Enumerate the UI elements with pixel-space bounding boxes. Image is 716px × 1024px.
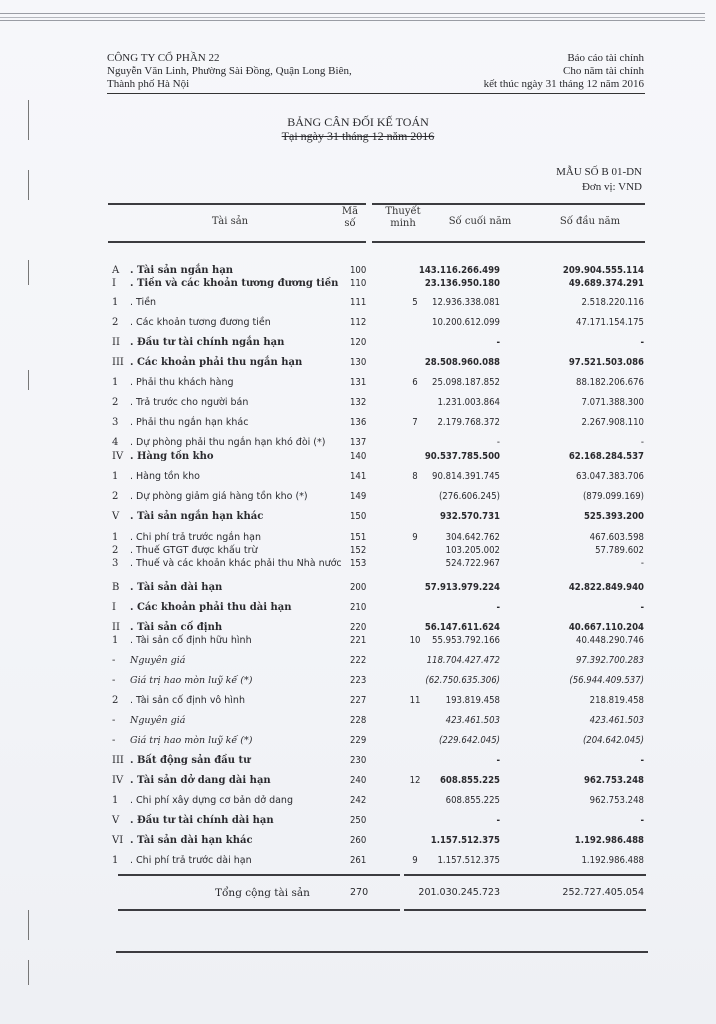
row-beginning-of-year: 47.171.154.175 <box>576 317 644 328</box>
table-row <box>0 654 716 668</box>
row-label: . Chi phí trả trước ngắn hạn <box>130 532 262 543</box>
row-beginning-of-year: 62.168.284.537 <box>568 451 644 462</box>
row-label: . Tài sản dài hạn khác <box>130 835 253 846</box>
row-code: 240 <box>350 775 367 786</box>
row-beginning-of-year: 49.689.374.291 <box>568 278 644 289</box>
row-end-of-year: 57.913.979.224 <box>424 582 500 593</box>
row-beginning-of-year: 97.392.700.283 <box>576 655 644 666</box>
row-end-of-year: 90.537.785.500 <box>424 451 500 462</box>
row-label: . Tài sản ngắn hạn khác <box>130 511 264 522</box>
row-index: I <box>112 278 116 289</box>
header-divider <box>107 93 645 94</box>
row-note: 11 <box>409 695 421 706</box>
row-index: 4 <box>112 437 119 448</box>
form-code-block <box>556 165 642 195</box>
row-index: IV <box>112 451 124 462</box>
company-address-line2: Thành phố Hà Nội <box>107 78 190 90</box>
table-row <box>0 264 716 278</box>
row-index: 2 <box>112 695 119 706</box>
table-row <box>0 490 716 504</box>
row-end-of-year: - <box>496 337 500 348</box>
column-header-end-of-year: Số cuối năm <box>448 216 512 227</box>
row-label: . Phải thu ngắn hạn khác <box>130 417 249 428</box>
table-row <box>0 674 716 688</box>
row-index: 1 <box>112 635 119 646</box>
row-note: 7 <box>412 417 418 428</box>
row-beginning-of-year: 57.789.602 <box>595 545 644 556</box>
row-end-of-year: 1.157.512.375 <box>430 835 500 846</box>
scan-artifact-lines <box>0 10 705 22</box>
document-title <box>0 115 716 143</box>
row-beginning-of-year: 423.461.503 <box>589 715 644 726</box>
row-index: I <box>112 602 116 613</box>
row-beginning-of-year: (56.944.409.537) <box>569 675 644 686</box>
table-row <box>0 277 716 291</box>
row-note: 9 <box>412 855 418 866</box>
row-label: . Thuế và các khoản khác phải thu Nhà nước <box>130 558 342 569</box>
row-index: 1 <box>112 471 119 482</box>
total-bottom-rule <box>404 909 646 911</box>
row-label: . Đầu tư tài chính dài hạn <box>130 815 274 826</box>
row-index: 2 <box>112 317 119 328</box>
row-beginning-of-year: 63.047.383.706 <box>576 471 644 482</box>
row-code: 150 <box>350 511 367 522</box>
row-label: . Tài sản dài hạn <box>130 582 223 593</box>
total-beginning-of-year: 252.727.405.054 <box>562 887 644 898</box>
row-end-of-year: 56.147.611.624 <box>424 622 500 633</box>
row-code: 112 <box>350 317 367 328</box>
row-beginning-of-year: 40.667.110.204 <box>568 622 644 633</box>
table-row <box>0 356 716 370</box>
row-beginning-of-year: 209.904.555.114 <box>562 265 644 276</box>
row-label: . Tài sản cố định hữu hình <box>130 635 252 646</box>
currency-unit: Đơn vị: VND <box>581 181 642 193</box>
table-header-bottom-rule <box>108 241 366 243</box>
row-index: A <box>112 265 120 276</box>
row-label: . Các khoản tương đương tiền <box>130 317 271 328</box>
row-beginning-of-year: 525.393.200 <box>583 511 644 522</box>
row-end-of-year: 28.508.960.088 <box>424 357 500 368</box>
row-end-of-year: 193.819.458 <box>445 695 500 706</box>
row-index: 1 <box>112 532 119 543</box>
column-header-assets: Tài sản <box>211 216 249 227</box>
row-code: 210 <box>350 602 367 613</box>
row-index: 1 <box>112 377 119 388</box>
row-end-of-year: 103.205.002 <box>445 545 500 556</box>
row-label: . Chi phí xây dựng cơ bản dở dang <box>130 795 293 806</box>
row-index: 1 <box>112 297 119 308</box>
table-row <box>0 601 716 615</box>
table-row <box>0 814 716 828</box>
row-beginning-of-year: - <box>640 815 644 826</box>
row-beginning-of-year: (204.642.045) <box>582 735 644 746</box>
row-index: - <box>112 735 116 746</box>
row-index: III <box>112 357 124 368</box>
row-label: Nguyên giá <box>130 655 186 666</box>
row-end-of-year: 608.855.225 <box>439 775 500 786</box>
row-beginning-of-year: 962.753.248 <box>589 795 644 806</box>
row-beginning-of-year: - <box>640 558 644 569</box>
period-line2: kết thúc ngày 31 tháng 12 năm 2016 <box>483 78 644 90</box>
row-beginning-of-year: - <box>640 437 644 448</box>
table-header-top-rule <box>108 203 366 205</box>
row-index: 3 <box>112 558 119 569</box>
row-code: 141 <box>350 471 367 482</box>
row-code: 149 <box>350 491 367 502</box>
row-code: 120 <box>350 337 367 348</box>
table-row <box>0 436 716 450</box>
row-code: 260 <box>350 835 367 846</box>
row-beginning-of-year: 467.603.598 <box>589 532 644 543</box>
row-label: . Hàng tồn kho <box>130 451 214 462</box>
row-note: 8 <box>412 471 418 482</box>
row-code: 261 <box>350 855 367 866</box>
row-beginning-of-year: 1.192.986.488 <box>581 855 644 866</box>
row-note: 5 <box>412 297 418 308</box>
table-row <box>0 336 716 350</box>
column-header-code: Mã số <box>341 206 359 229</box>
row-end-of-year: 25.098.187.852 <box>432 377 500 388</box>
row-index: - <box>112 715 116 726</box>
row-index: 2 <box>112 397 119 408</box>
row-label: . Tiền <box>130 297 157 308</box>
row-end-of-year: 304.642.762 <box>445 532 500 543</box>
row-code: 137 <box>350 437 367 448</box>
row-end-of-year: 23.136.950.180 <box>424 278 500 289</box>
row-end-of-year: 143.116.266.499 <box>418 265 500 276</box>
total-label: Tổng cộng tài sản <box>215 887 310 899</box>
row-label: Nguyên giá <box>130 715 186 726</box>
row-note: 9 <box>412 532 418 543</box>
row-beginning-of-year: 2.518.220.116 <box>581 297 644 308</box>
row-index: 2 <box>112 545 119 556</box>
row-code: 229 <box>350 735 367 746</box>
row-index: 2 <box>112 491 119 502</box>
table-row <box>0 470 716 484</box>
table-row <box>0 376 716 390</box>
total-end-of-year: 201.030.245.723 <box>418 887 500 898</box>
table-row <box>0 396 716 410</box>
row-index: V <box>112 511 120 522</box>
company-address-line1: Nguyễn Văn Linh, Phường Sài Đồng, Quận Long Biên, <box>107 65 352 77</box>
row-label: . Tài sản ngắn hạn <box>130 265 234 276</box>
footer-rule <box>116 951 648 953</box>
row-index: IV <box>112 775 124 786</box>
row-end-of-year: - <box>496 815 500 826</box>
total-top-rule <box>404 874 646 876</box>
row-index: V <box>112 815 120 826</box>
row-code: 132 <box>350 397 367 408</box>
row-code: 136 <box>350 417 367 428</box>
row-code: 230 <box>350 755 367 766</box>
row-code: 130 <box>350 357 367 368</box>
form-code: MẪU SỐ B 01-DN <box>556 166 642 178</box>
row-end-of-year: (276.606.245) <box>438 491 500 502</box>
table-row <box>0 694 716 708</box>
table-row <box>0 581 716 595</box>
row-end-of-year: (229.642.045) <box>438 735 500 746</box>
table-row <box>0 416 716 430</box>
row-label: Giá trị hao mòn luỹ kế (*) <box>130 675 253 686</box>
table-row <box>0 714 716 728</box>
row-note: 6 <box>412 377 418 388</box>
row-end-of-year: 118.704.427.472 <box>426 655 500 666</box>
margin-mark <box>28 910 29 940</box>
row-label: . Chi phí trả trước dài hạn <box>130 855 252 866</box>
row-code: 110 <box>350 278 367 289</box>
row-beginning-of-year: 7.071.388.300 <box>581 397 644 408</box>
row-code: 153 <box>350 558 367 569</box>
table-row <box>0 531 716 545</box>
table-row <box>0 510 716 524</box>
row-code: 152 <box>350 545 367 556</box>
row-end-of-year: 55.953.792.166 <box>432 635 500 646</box>
table-row <box>0 316 716 330</box>
table-row <box>0 754 716 768</box>
row-code: 227 <box>350 695 367 706</box>
report-type: Báo cáo tài chính <box>567 52 644 64</box>
row-beginning-of-year: 97.521.503.086 <box>568 357 644 368</box>
total-assets-row <box>0 885 716 901</box>
row-code: 242 <box>350 795 367 806</box>
row-beginning-of-year: 40.448.290.746 <box>576 635 644 646</box>
period-line1: Cho năm tài chính <box>563 65 644 77</box>
title-main: BẢNG CÂN ĐỐI KẾ TOÁN <box>287 115 429 129</box>
row-label: . Thuế GTGT được khấu trừ <box>130 545 258 556</box>
row-code: 228 <box>350 715 367 726</box>
row-index: 1 <box>112 855 119 866</box>
table-row <box>0 854 716 868</box>
row-label: . Tài sản dở dang dài hạn <box>130 775 271 786</box>
table-row <box>0 794 716 808</box>
row-label: . Bất động sản đầu tư <box>130 755 251 766</box>
row-label: . Trả trước cho người bán <box>130 397 249 408</box>
row-end-of-year: - <box>496 602 500 613</box>
row-index: II <box>112 337 120 348</box>
row-label: Giá trị hao mòn luỹ kế (*) <box>130 735 253 746</box>
row-index: II <box>112 622 120 633</box>
row-note: 10 <box>409 635 421 646</box>
row-index: III <box>112 755 124 766</box>
row-index: 1 <box>112 795 119 806</box>
margin-mark <box>28 960 29 985</box>
table-row <box>0 734 716 748</box>
row-note: 12 <box>409 775 421 786</box>
row-beginning-of-year: 42.822.849.940 <box>568 582 644 593</box>
row-beginning-of-year: 962.753.248 <box>583 775 644 786</box>
column-header-note: Thuyết minh <box>385 206 421 229</box>
row-label: . Tiền và các khoản tương đương tiền <box>130 278 339 289</box>
row-beginning-of-year: 88.182.206.676 <box>576 377 644 388</box>
row-code: 220 <box>350 622 367 633</box>
title-date: Tại ngày 31 tháng 12 năm 2016 <box>281 129 435 143</box>
row-end-of-year: 524.722.967 <box>445 558 500 569</box>
row-index: - <box>112 655 116 666</box>
row-end-of-year: 608.855.225 <box>445 795 500 806</box>
company-name: CÔNG TY CỔ PHẦN 22 <box>107 52 220 64</box>
row-end-of-year: 1.231.003.864 <box>437 397 500 408</box>
row-code: 221 <box>350 635 367 646</box>
row-index: - <box>112 675 116 686</box>
row-end-of-year: 1.157.512.375 <box>437 855 500 866</box>
row-end-of-year: 90.814.391.745 <box>432 471 500 482</box>
row-code: 250 <box>350 815 367 826</box>
table-row <box>0 774 716 788</box>
row-label: . Phải thu khách hàng <box>130 377 234 388</box>
row-code: 131 <box>350 377 367 388</box>
row-end-of-year: - <box>496 755 500 766</box>
row-index: B <box>112 582 120 593</box>
row-code: 111 <box>350 297 367 308</box>
row-index: 3 <box>112 417 119 428</box>
row-label: . Dự phòng phải thu ngắn hạn khó đòi (*) <box>130 437 326 448</box>
total-top-rule <box>118 874 400 876</box>
row-end-of-year: 932.570.731 <box>439 511 500 522</box>
row-beginning-of-year: 1.192.986.488 <box>574 835 644 846</box>
row-code: 200 <box>350 582 367 593</box>
table-row <box>0 634 716 648</box>
row-label: . Tài sản cố định vô hình <box>130 695 245 706</box>
row-end-of-year: - <box>496 437 500 448</box>
row-end-of-year: 12.936.338.081 <box>432 297 500 308</box>
row-beginning-of-year: - <box>640 602 644 613</box>
row-label: . Tài sản cố định <box>130 622 223 633</box>
row-end-of-year: 10.200.612.099 <box>432 317 500 328</box>
table-header-bottom-rule <box>372 241 645 243</box>
row-end-of-year: (62.750.635.306) <box>425 675 500 686</box>
row-beginning-of-year: 2.267.908.110 <box>581 417 644 428</box>
column-header-beginning-of-year: Số đầu năm <box>559 216 621 227</box>
table-header-top-rule <box>372 203 645 205</box>
row-code: 100 <box>350 265 367 276</box>
row-end-of-year: 2.179.768.372 <box>437 417 500 428</box>
row-beginning-of-year: 218.819.458 <box>589 695 644 706</box>
row-beginning-of-year: - <box>640 755 644 766</box>
company-header <box>107 52 352 91</box>
row-index: VI <box>112 835 124 846</box>
margin-mark <box>28 170 29 200</box>
report-info <box>484 52 644 91</box>
row-code: 223 <box>350 675 367 686</box>
row-label: . Các khoản phải thu ngắn hạn <box>130 357 303 368</box>
table-row <box>0 296 716 310</box>
row-label: . Hàng tồn kho <box>130 471 200 482</box>
table-row <box>0 544 716 558</box>
row-end-of-year: 423.461.503 <box>445 715 500 726</box>
total-code: 270 <box>350 887 369 898</box>
table-row <box>0 834 716 848</box>
table-row <box>0 450 716 464</box>
row-beginning-of-year: (879.099.169) <box>582 491 644 502</box>
row-beginning-of-year: - <box>640 337 644 348</box>
row-code: 151 <box>350 532 367 543</box>
row-code: 140 <box>350 451 367 462</box>
table-row <box>0 621 716 635</box>
table-row <box>0 557 716 571</box>
total-bottom-rule <box>118 909 400 911</box>
row-label: . Các khoản phải thu dài hạn <box>130 602 292 613</box>
row-label: . Đầu tư tài chính ngắn hạn <box>130 337 285 348</box>
row-label: . Dự phòng giảm giá hàng tồn kho (*) <box>130 491 308 502</box>
row-code: 222 <box>350 655 367 666</box>
